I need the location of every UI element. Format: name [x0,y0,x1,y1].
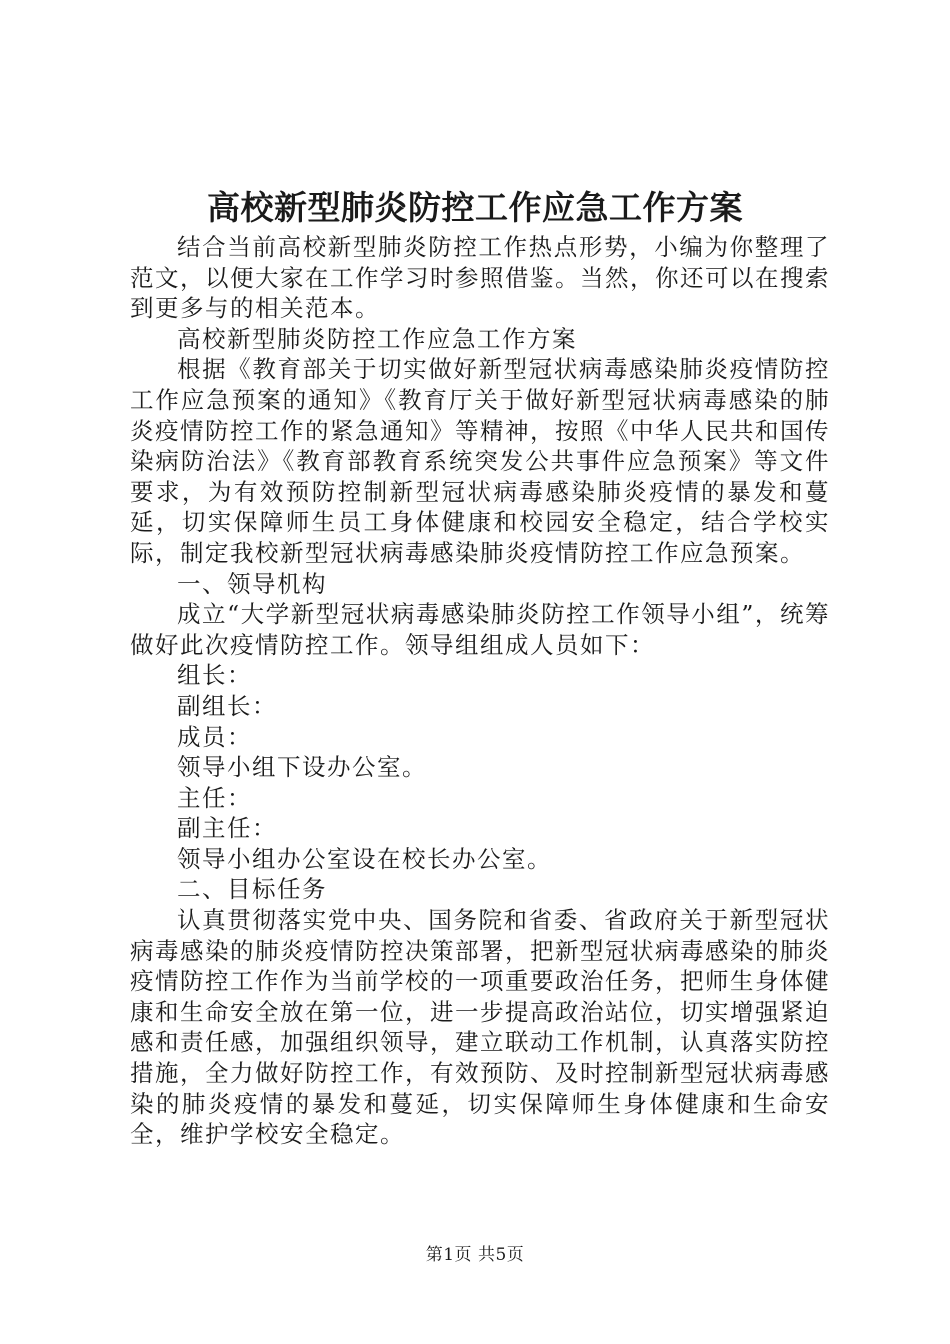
office-line: 领导小组下设办公室。 [177,753,427,782]
document-body [130,232,830,1150]
basis-paragraph: 根据《教育部关于切实做好新型冠状病毒感染肺炎疫情防控工作应急预案的通知》《教育厅关于做好新型冠状病毒感染的肺炎疫情防控工作的紧急通知》等精神，按照《中华人民共和国传染病防治法》《教育部教育系统突发公共事件应急预案》等文件要求，为有效预防控制新型冠状病毒感染肺炎疫情的暴发和蔓延，切实保障师生员工身体健康和校园安全稳定，结合学校实际，制定我校新型冠状病毒感染肺炎疫情防控工作应急预案。 [130,355,830,567]
goals-paragraph: 认真贯彻落实党中央、国务院和省委、省政府关于新型冠状病毒感染的肺炎疫情防控决策部署，把新型冠状病毒感染的肺炎疫情防控工作作为当前学校的一项重要政治任务，把师生身体健康和生命安全放在第一位，进一步提高政治站位，切实增强紧迫感和责任感，加强组织领导，建立联动工作机制，认真落实防控措施，全力做好防控工作，有效预防、及时控制新型冠状病毒感染的肺炎疫情的暴发和蔓延，切实保障师生身体健康和生命安全，维护学校安全稳定。 [130,906,830,1149]
document-title: 高校新型肺炎防控工作应急工作方案 [207,188,743,227]
intro-paragraph: 结合当前高校新型肺炎防控工作热点形势，小编为你整理了范文，以便大家在工作学习时参照借鉴。当然，你还可以在搜索到更多与的相关范本。 [130,233,830,323]
leader-line: 组长： [177,661,252,690]
page-footer: 第1页 共5页 [425,1245,525,1265]
deputy-leader-line: 副组长： [177,691,277,720]
deputy-director-line: 副主任： [177,814,277,843]
section-heading-goals: 二、目标任务 [177,875,327,904]
director-line: 主任： [177,783,252,812]
section-heading-leadership: 一、领导机构 [177,569,327,598]
office-location-line: 领导小组办公室设在校长办公室。 [177,844,552,873]
leadership-paragraph: 成立“大学新型冠状病毒感染肺炎防控工作领导小组”，统筹做好此次疫情防控工作。领导组组成人员如下： [130,600,830,659]
subtitle-paragraph: 高校新型肺炎防控工作应急工作方案 [177,324,577,353]
members-line: 成员： [177,722,252,751]
